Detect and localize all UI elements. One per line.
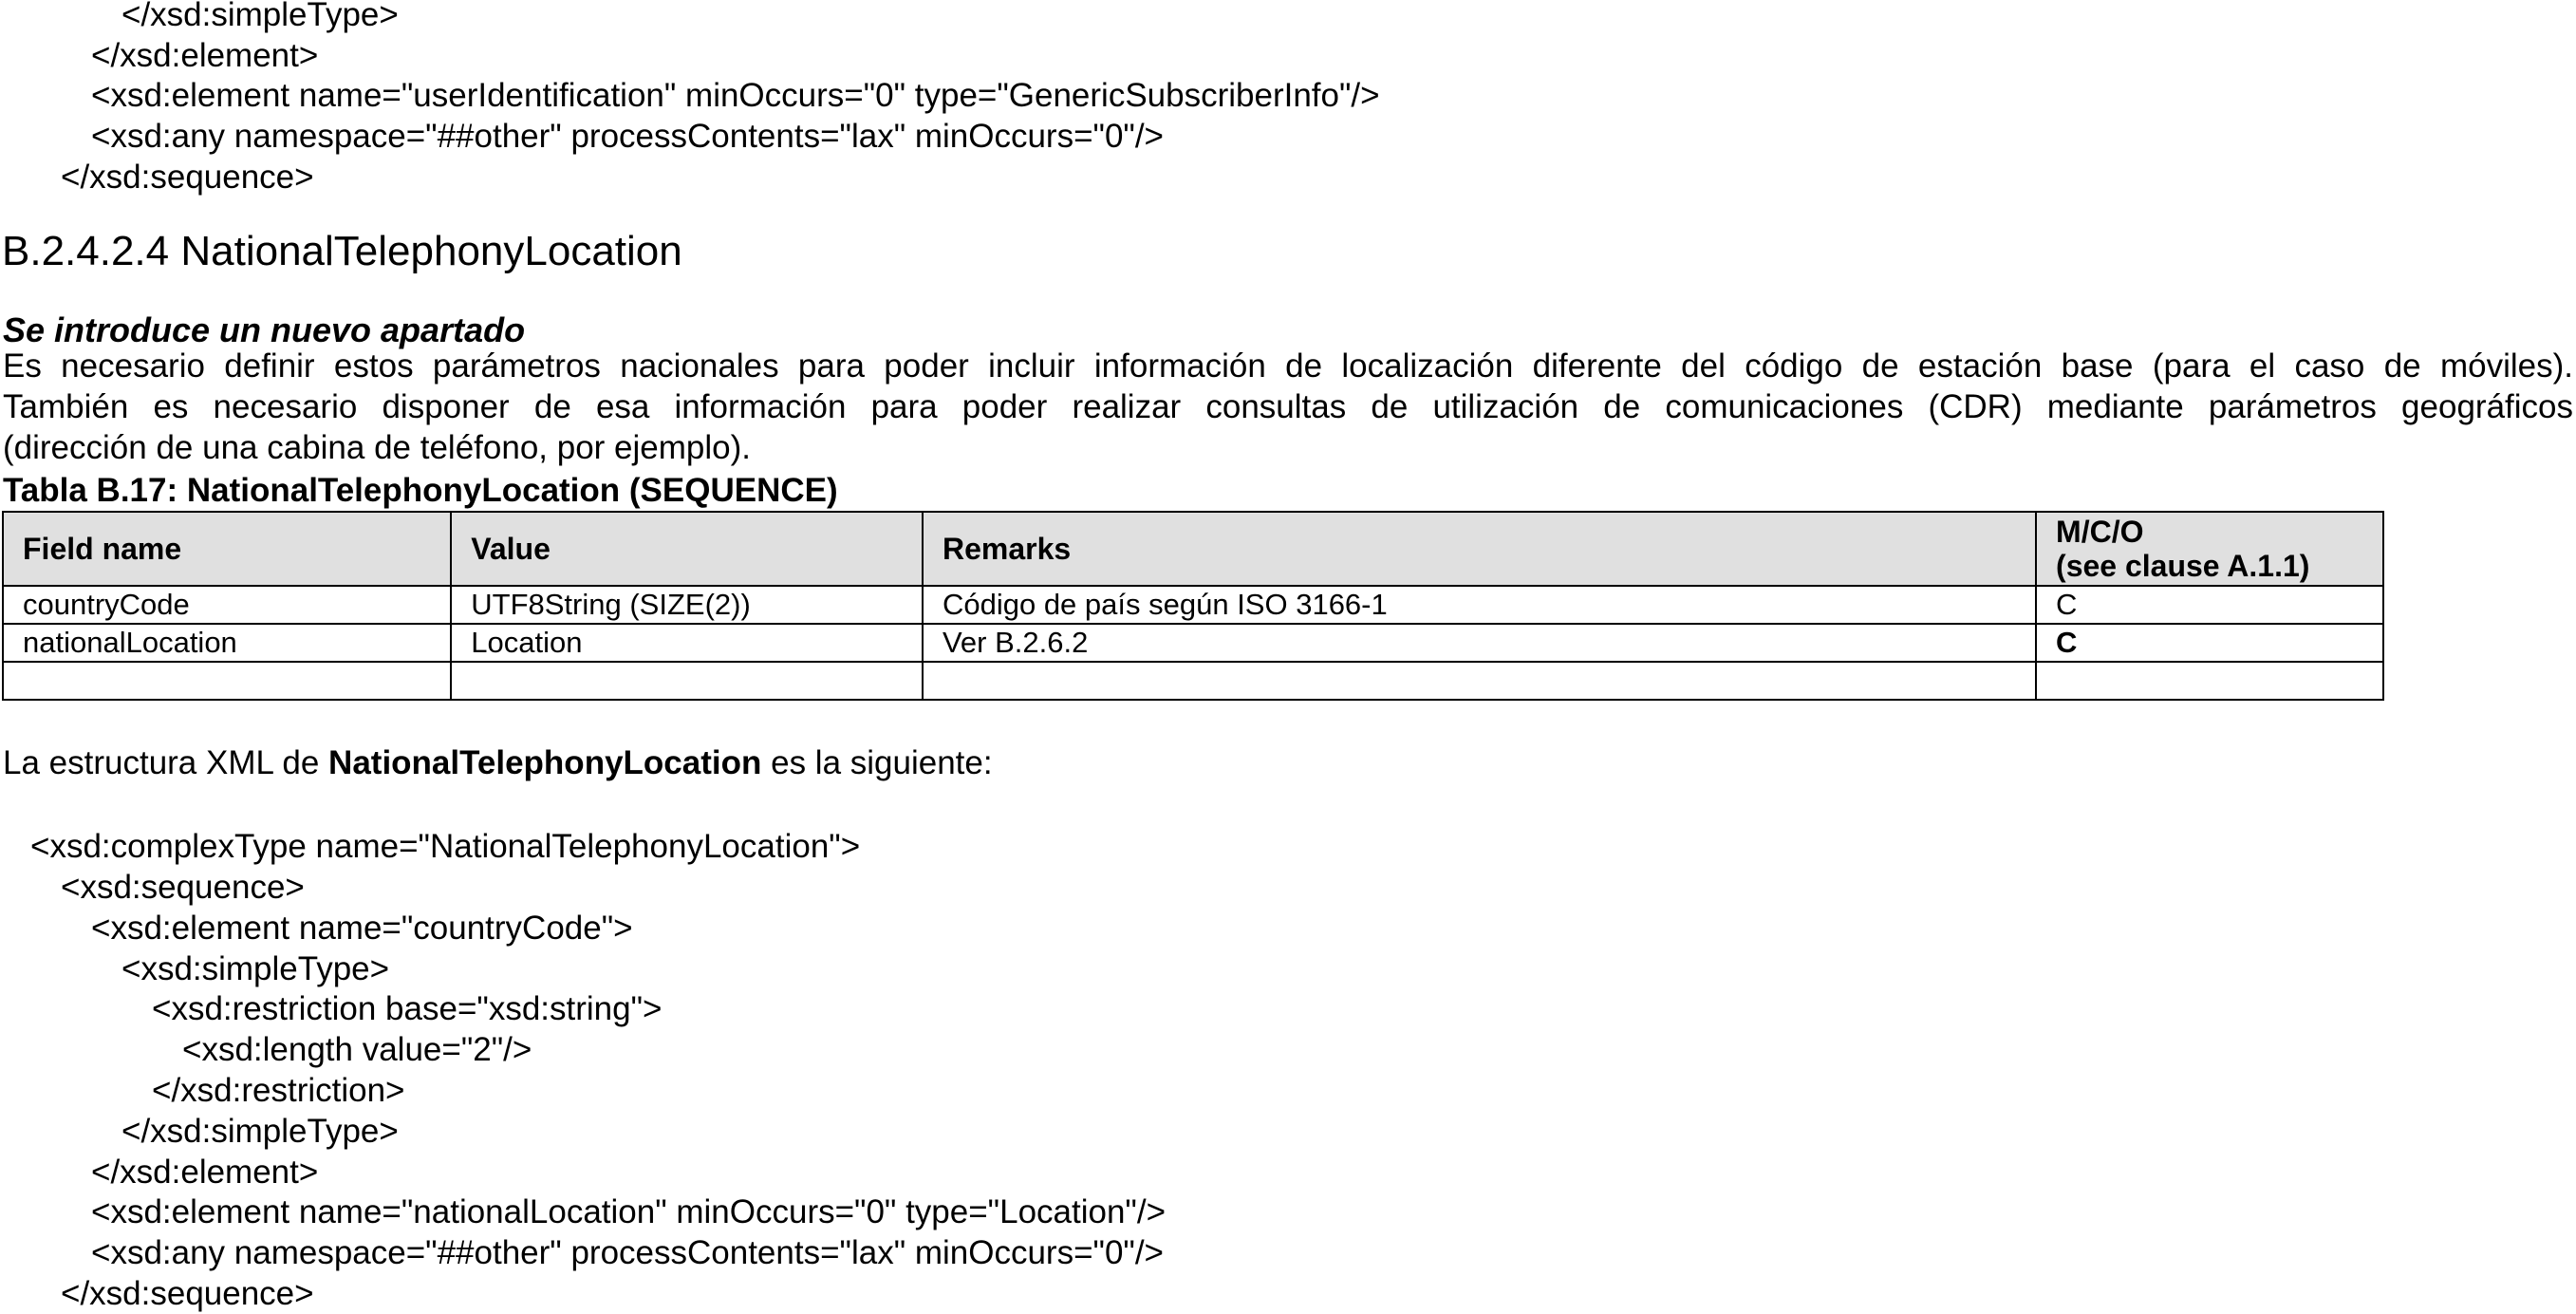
cell-field: countryCode	[3, 586, 451, 624]
bottom-code-line: <xsd:element name="nationalLocation" minOccurs="0" type="Location"/>	[91, 1193, 1167, 1230]
section-paragraph	[3, 346, 2573, 468]
intro-prefix: La estructura XML de	[3, 744, 329, 781]
xml-structure-intro	[3, 742, 993, 783]
bottom-code-line: <xsd:simpleType>	[121, 950, 390, 987]
header-mco-line2: (see clause A.1.1)	[2056, 549, 2310, 583]
top-code-line: </xsd:simpleType>	[121, 0, 399, 33]
section-subtitle: Se introduce un nuevo apartado	[3, 310, 526, 349]
cell-remarks: Código de país según ISO 3166-1	[923, 586, 2036, 624]
cell-remarks: Ver B.2.6.2	[923, 624, 2036, 662]
paragraph-line: Es necesario definir estos parámetros nacionales para poder incluir información de localización diferente del código de estación base (para el caso de móviles).	[3, 347, 2573, 385]
cell-field: nationalLocation	[3, 624, 451, 662]
cell-remarks	[923, 662, 2036, 700]
table-row	[3, 586, 2383, 624]
header-mco-line1: M/C/O	[2056, 515, 2144, 549]
cell-value	[451, 662, 923, 700]
header-mco	[2036, 512, 2383, 586]
table-row	[3, 624, 2383, 662]
table-row	[3, 662, 2383, 700]
header-remarks: Remarks	[923, 512, 2036, 586]
top-code-line: </xsd:element>	[91, 37, 319, 74]
cell-mco	[2036, 662, 2383, 700]
bottom-code-line: <xsd:element name="countryCode">	[91, 910, 633, 947]
bottom-code-line: <xsd:any namespace="##other" processContents="lax" minOccurs="0"/>	[91, 1234, 1164, 1271]
section-heading: B.2.4.2.4 NationalTelephonyLocation	[2, 228, 682, 274]
header-field-name: Field name	[3, 512, 451, 586]
cell-field	[3, 662, 451, 700]
spec-table	[2, 511, 2384, 701]
paragraph-line: También es necesario disponer de esa información para poder realizar consultas de utilización de comunicaciones (CDR) mediante parámetros geográficos	[3, 388, 2573, 425]
top-code-line: </xsd:sequence>	[61, 159, 314, 196]
cell-value: UTF8String (SIZE(2))	[451, 586, 923, 624]
bottom-code-line: </xsd:sequence>	[61, 1275, 314, 1312]
bottom-code-line: </xsd:element>	[91, 1154, 319, 1191]
top-code-line: <xsd:any namespace="##other" processContents="lax" minOccurs="0"/>	[91, 118, 1164, 155]
bottom-code-line: <xsd:length value="2"/>	[182, 1031, 532, 1068]
table-header-row	[3, 512, 2383, 586]
bottom-code-line: </xsd:restriction>	[152, 1072, 405, 1109]
intro-suffix: es la siguiente:	[761, 744, 993, 781]
header-value: Value	[451, 512, 923, 586]
bottom-code-line: <xsd:complexType name="NationalTelephonyLocation">	[30, 828, 861, 865]
bottom-code-line: <xsd:sequence>	[61, 869, 305, 906]
paragraph-line: (dirección de una cabina de teléfono, por ejemplo).	[3, 429, 751, 466]
cell-mco: C	[2036, 624, 2383, 662]
cell-mco: C	[2036, 586, 2383, 624]
bottom-code-line: <xsd:restriction base="xsd:string">	[152, 990, 663, 1027]
intro-type-name: NationalTelephonyLocation	[328, 744, 762, 781]
bottom-code-line: </xsd:simpleType>	[121, 1113, 399, 1150]
table-caption: Tabla B.17: NationalTelephonyLocation (SEQUENCE)	[3, 472, 838, 509]
top-code-line: <xsd:element name="userIdentification" minOccurs="0" type="GenericSubscriberInfo"/>	[91, 77, 1380, 114]
cell-value: Location	[451, 624, 923, 662]
